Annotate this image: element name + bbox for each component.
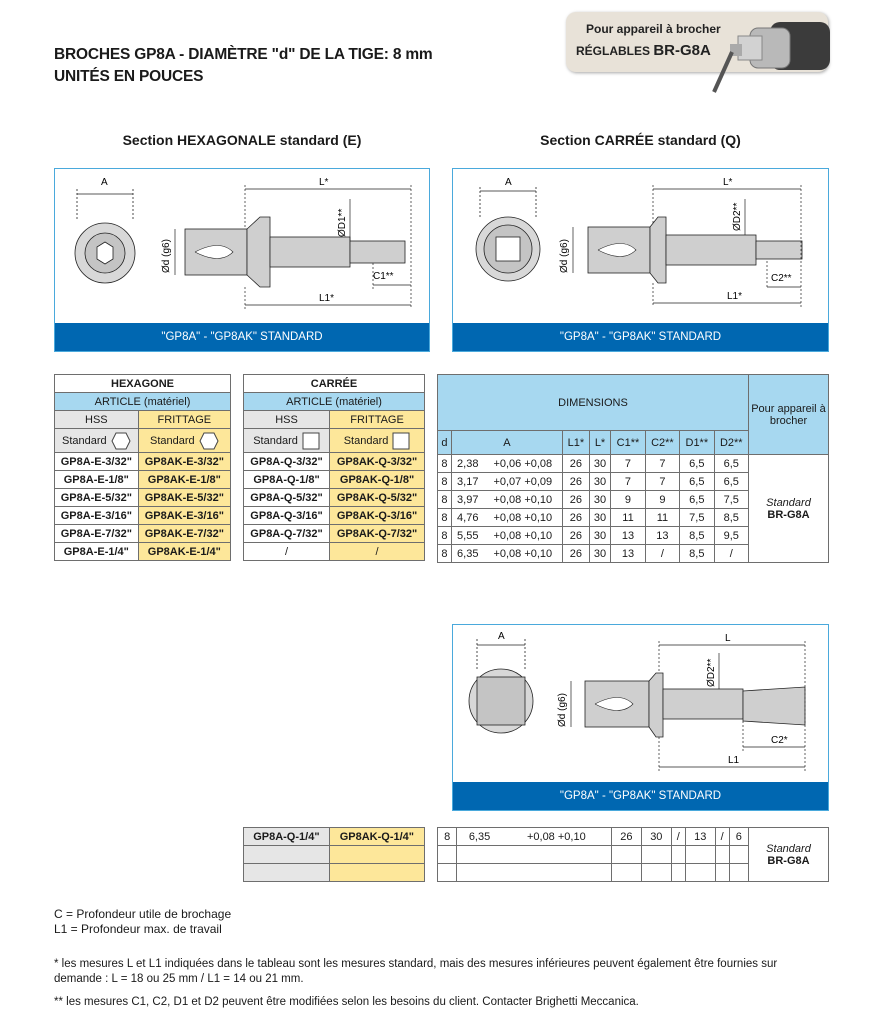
sqv-label-d: Ød (g6) [557, 693, 568, 727]
cell: 8,5 [680, 527, 714, 545]
cell: / [645, 545, 679, 563]
bottom-dimensions-table [437, 827, 829, 882]
hex-section-title: Section HEXAGONALE standard (E) [122, 132, 362, 148]
col-D1: D1** [680, 431, 714, 455]
title-line2: UNITÉS EN POUCES [54, 68, 204, 85]
hss-code: / [244, 543, 330, 561]
hss-code: GP8A-E-3/32" [55, 453, 139, 471]
hex-hss-standard-label: Standard [61, 434, 107, 447]
hex-article-table [54, 374, 231, 561]
note-double-star: ** les mesures C1, C2, D1 et D2 peuvent être modifiées selon les besoins du client. Contacter Brighetti Meccanica. [54, 996, 639, 1008]
table-row [244, 543, 425, 561]
device-model: BR-G8A [767, 508, 810, 521]
frittage-code: GP8AK-E-3/32" [138, 453, 230, 471]
device-header: Pour appareil à brocher [749, 375, 829, 455]
frittage-code: GP8AK-Q-3/32" [330, 453, 425, 471]
cell: 8 [438, 545, 452, 563]
empty-cell [244, 846, 330, 864]
table-row [55, 453, 231, 471]
hex-frittage-standard [138, 429, 230, 453]
col-L: L* [589, 431, 610, 455]
hss-code: GP8A-Q-1/4" [244, 828, 330, 846]
cell: 3,17 [451, 473, 483, 491]
note-c: C = Profondeur utile de brochage [54, 907, 232, 921]
cell: 6,5 [714, 455, 748, 473]
col-d: d [438, 431, 452, 455]
cell: 26 [562, 455, 589, 473]
square-icon [302, 432, 320, 450]
sq-frittage-standard [330, 429, 425, 453]
square-article-table [243, 374, 425, 561]
device-cell [749, 828, 829, 882]
dimensions-table [437, 374, 829, 563]
cell: 4,76 [451, 509, 483, 527]
hex-hss-header: HSS [55, 411, 139, 429]
cell: 13 [611, 545, 645, 563]
cell: 11 [645, 509, 679, 527]
cell: +0,06 +0,08 [484, 455, 563, 473]
square-variant-drawing-panel [452, 624, 829, 811]
cell: 2,38 [451, 455, 483, 473]
hex-broach-drawing [55, 169, 429, 323]
square-icon [392, 432, 410, 450]
frittage-code: GP8AK-E-7/32" [138, 525, 230, 543]
hexagon-icon [199, 432, 219, 450]
cell: 6,35 [457, 828, 502, 846]
table-row [438, 828, 829, 846]
square-variant-panel-bar: "GP8A" - "GP8AK" STANDARD [453, 782, 828, 810]
hex-label-A: A [101, 177, 108, 188]
cell: 7 [611, 455, 645, 473]
cell: 26 [562, 527, 589, 545]
square-panel-bar: "GP8A" - "GP8AK" STANDARD [453, 323, 828, 351]
badge-model: BR-G8A [653, 42, 711, 59]
square-section-title: Section CARRÉE standard (Q) [540, 132, 741, 148]
cell: 13 [645, 527, 679, 545]
cell: +0,08 +0,10 [484, 527, 563, 545]
title-line1: BROCHES GP8A - DIAMÈTRE "d" DE LA TIGE: 8 mm [54, 46, 433, 63]
table-row [55, 507, 231, 525]
cell: 30 [589, 509, 610, 527]
table-row [55, 471, 231, 489]
col-L1: L1* [562, 431, 589, 455]
sqv-label-A: A [498, 631, 505, 642]
cell: 8,5 [714, 509, 748, 527]
hss-code: GP8A-E-3/16" [55, 507, 139, 525]
sq-hss-header: HSS [244, 411, 330, 429]
square-broach-drawing [453, 169, 828, 323]
cell: 26 [611, 828, 641, 846]
hex-drawing-panel [54, 168, 430, 352]
device-std: Standard [766, 842, 811, 855]
cell: 13 [685, 828, 715, 846]
cell: 8 [438, 509, 452, 527]
hss-code: GP8A-Q-3/16" [244, 507, 330, 525]
cell: +0,08 +0,10 [484, 509, 563, 527]
cell: 6,5 [680, 455, 714, 473]
empty-cell [244, 864, 330, 882]
bottom-article-table [243, 827, 425, 882]
col-C1: C1** [611, 431, 645, 455]
hss-code: GP8A-E-1/4" [55, 543, 139, 561]
hex-table-title: HEXAGONE [55, 375, 231, 393]
device-cell [749, 455, 829, 563]
cell: 6,5 [680, 491, 714, 509]
cell: 6,5 [714, 473, 748, 491]
cell: / [715, 828, 729, 846]
hex-label-L1: L1* [319, 293, 335, 304]
col-D2: D2** [714, 431, 748, 455]
cell: 30 [589, 527, 610, 545]
cell: 8 [438, 527, 452, 545]
cell: 7 [645, 455, 679, 473]
sq-article-header: ARTICLE (matériel) [244, 393, 425, 411]
frittage-code: GP8AK-Q-1/8" [330, 471, 425, 489]
cell: 9 [645, 491, 679, 509]
sq-frittage-standard-label: Standard [343, 434, 389, 447]
sqv-label-C2: C2* [771, 735, 788, 746]
cell: 8,5 [680, 545, 714, 563]
sqv-label-D2: ØD2** [706, 658, 717, 687]
hss-code: GP8A-E-5/32" [55, 489, 139, 507]
table-row [244, 525, 425, 543]
hex-label-C1: C1** [373, 271, 394, 282]
square-variant-broach-drawing [453, 625, 828, 783]
sq-label-D2: ØD2** [732, 202, 743, 231]
cell: 6 [729, 828, 748, 846]
cell: +0,08 +0,10 [502, 828, 612, 846]
cell: 3,97 [451, 491, 483, 509]
cell: 8 [438, 455, 452, 473]
cell: 9 [611, 491, 645, 509]
cell: 30 [589, 455, 610, 473]
note-l1: L1 = Profondeur max. de travail [54, 922, 222, 936]
col-C2: C2** [645, 431, 679, 455]
cell: / [714, 545, 748, 563]
broaching-device-icon [710, 14, 840, 104]
cell: 30 [589, 473, 610, 491]
cell: 8 [438, 828, 457, 846]
cell: 8 [438, 473, 452, 491]
cell: / [671, 828, 685, 846]
table-row [244, 507, 425, 525]
device-std: Standard [766, 496, 811, 509]
cell: 30 [589, 491, 610, 509]
empty-cell [329, 864, 424, 882]
table-row [244, 453, 425, 471]
cell: +0,08 +0,10 [484, 491, 563, 509]
sq-label-d: Ød (g6) [559, 239, 570, 273]
cell: 6,35 [451, 545, 483, 563]
hss-code: GP8A-E-7/32" [55, 525, 139, 543]
square-drawing-panel [452, 168, 829, 352]
frittage-code: GP8AK-Q-3/16" [330, 507, 425, 525]
hss-code: GP8A-Q-3/32" [244, 453, 330, 471]
frittage-code: / [330, 543, 425, 561]
frittage-code: GP8AK-E-1/4" [138, 543, 230, 561]
sq-label-L1: L1* [727, 291, 743, 302]
badge-line2 [576, 42, 711, 59]
badge-prefix: RÉGLABLES [576, 44, 654, 58]
cell: 9,5 [714, 527, 748, 545]
hex-frittage-header: FRITTAGE [138, 411, 230, 429]
sq-frittage-header: FRITTAGE [330, 411, 425, 429]
sq-table-title: CARRÉE [244, 375, 425, 393]
frittage-code: GP8AK-Q-7/32" [330, 525, 425, 543]
cell: 7,5 [714, 491, 748, 509]
cell: 8 [438, 491, 452, 509]
table-row [244, 828, 425, 846]
frittage-code: GP8AK-E-1/8" [138, 471, 230, 489]
sq-label-A: A [505, 177, 512, 188]
hex-label-D1: ØD1** [337, 208, 348, 237]
sq-label-L: L* [723, 177, 733, 188]
frittage-code: GP8AK-E-5/32" [138, 489, 230, 507]
cell: 26 [562, 509, 589, 527]
sq-hss-standard [244, 429, 330, 453]
col-A: A [451, 431, 562, 455]
cell: 26 [562, 473, 589, 491]
hex-frittage-standard-label: Standard [149, 434, 195, 447]
hss-code: GP8A-Q-7/32" [244, 525, 330, 543]
hss-code: GP8A-Q-1/8" [244, 471, 330, 489]
hex-label-d: Ød (g6) [161, 239, 172, 273]
sqv-label-L: L [725, 633, 731, 644]
hexagon-icon [111, 432, 131, 450]
frittage-code: GP8AK-Q-1/4" [329, 828, 424, 846]
cell: 6,5 [680, 473, 714, 491]
frittage-code: GP8AK-Q-5/32" [330, 489, 425, 507]
hex-label-L: L* [319, 177, 329, 188]
sqv-label-L1: L1 [728, 755, 740, 766]
sq-label-C2: C2** [771, 273, 792, 284]
table-row [55, 489, 231, 507]
hex-panel-bar: "GP8A" - "GP8AK" STANDARD [55, 323, 429, 351]
cell: +0,07 +0,09 [484, 473, 563, 491]
note-star: * les mesures L et L1 indiquées dans le tableau sont les mesures standard, mais des mesures inférieures peuvent également être fournies sur demande : L = 18 ou 25 mm / L1 = 14 ou 21 mm. [54, 958, 778, 985]
sq-hss-standard-label: Standard [253, 434, 298, 447]
device-model: BR-G8A [767, 854, 810, 867]
table-row [55, 543, 231, 561]
cell: +0,08 +0,10 [484, 545, 563, 563]
cell: 7 [645, 473, 679, 491]
cell: 26 [562, 545, 589, 563]
hex-article-header: ARTICLE (matériel) [55, 393, 231, 411]
table-row [55, 525, 231, 543]
hss-code: GP8A-E-1/8" [55, 471, 139, 489]
badge-line1: Pour appareil à brocher [586, 22, 721, 36]
hex-hss-standard [55, 429, 139, 453]
cell: 30 [641, 828, 671, 846]
cell: 5,55 [451, 527, 483, 545]
cell: 7,5 [680, 509, 714, 527]
cell: 11 [611, 509, 645, 527]
hss-code: GP8A-Q-5/32" [244, 489, 330, 507]
cell: 26 [562, 491, 589, 509]
table-row [438, 455, 829, 473]
cell: 7 [611, 473, 645, 491]
cell: 13 [611, 527, 645, 545]
page-title [54, 44, 433, 88]
table-row [244, 489, 425, 507]
empty-cell [329, 846, 424, 864]
dimensions-title: DIMENSIONS [438, 375, 749, 431]
cell: 30 [589, 545, 610, 563]
table-row [244, 471, 425, 489]
frittage-code: GP8AK-E-3/16" [138, 507, 230, 525]
